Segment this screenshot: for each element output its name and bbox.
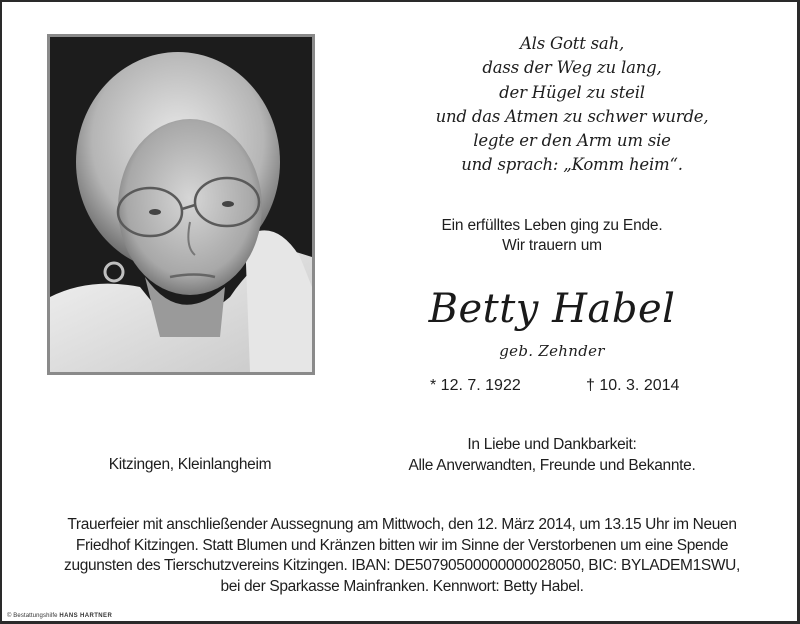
poem-line: und sprach: „Komm heim“. bbox=[461, 155, 683, 175]
portrait-photo bbox=[47, 34, 315, 375]
service-line: zugunsten des Tierschutzvereins Kitzingen. IBAN: DE50790500000000028050, BIC: BYLADEM1SWU, bbox=[64, 557, 740, 574]
publisher-credit bbox=[7, 612, 112, 620]
mourners bbox=[382, 435, 722, 476]
mourners-line: In Liebe und Dankbarkeit: bbox=[467, 436, 637, 453]
portrait-image bbox=[50, 37, 312, 372]
poem-line: dass der Weg zu lang, bbox=[482, 58, 662, 78]
poem-line: Als Gott sah, bbox=[519, 34, 625, 53]
service-line: Friedhof Kitzingen. Statt Blumen und Kränzen bitten wir im Sinne der Verstorbenen um eine Spende bbox=[75, 536, 729, 554]
credit-prefix: © Bestattungshilfe bbox=[7, 613, 58, 619]
intro-line: Ein erfülltes Leben ging zu Ende. bbox=[441, 217, 663, 234]
poem-line: legte er den Arm um sie bbox=[473, 131, 671, 151]
service-line: bei der Sparkasse Mainfranken. Kennwort: Betty Habel. bbox=[220, 577, 584, 595]
poem bbox=[422, 32, 722, 178]
poem-line: der Hügel zu steil bbox=[499, 82, 645, 102]
location: Kitzingen, Kleinlangheim bbox=[108, 456, 272, 473]
credit-brand: HANS HARTNER bbox=[59, 613, 113, 619]
death-date: † 10. 3. 2014 bbox=[586, 377, 680, 394]
intro-line: Wir trauern um bbox=[502, 237, 602, 254]
maiden-name: geb. Zehnder bbox=[499, 342, 605, 360]
birth-date: * 12. 7. 1922 bbox=[430, 377, 521, 394]
service-details bbox=[26, 515, 778, 597]
mourners-line: Alle Anverwandten, Freunde und Bekannte. bbox=[408, 456, 696, 474]
intro-text bbox=[402, 216, 702, 256]
poem-line: und das Atmen zu schwer wurde, bbox=[435, 106, 709, 126]
service-line: Trauerfeier mit anschließender Aussegnung am Mittwoch, den 12. März 2014, um 13.15 Uhr im Neuen bbox=[67, 516, 737, 533]
deceased-name: Betty Habel bbox=[428, 286, 676, 332]
